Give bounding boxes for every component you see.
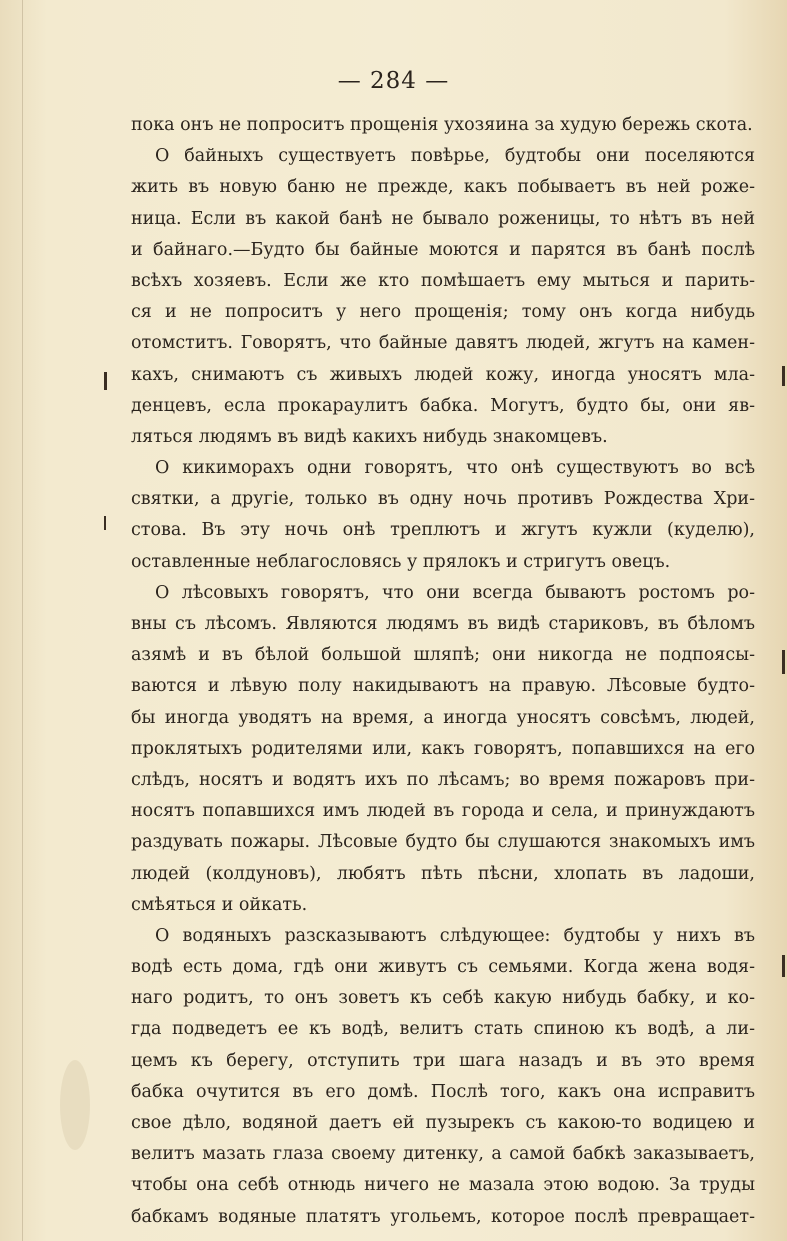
text-line: раздувать пожары. Лѣсовые будто бы слушаются знакомыхъ имъ: [131, 832, 755, 853]
text-line: слѣдъ, носятъ и водятъ ихъ по лѣсамъ; во время пожаровъ при-: [131, 769, 755, 790]
text-line: свое дѣло, водяной даетъ ей пузырекъ съ какою-то водицею и: [131, 1113, 755, 1133]
text-line: гда подведетъ ее къ водѣ, велитъ стать спиною къ водѣ, а ли-: [131, 1019, 755, 1040]
text-line: велитъ мазать глаза своему дитенку, а самой бабкѣ заказываетъ,: [131, 1144, 755, 1165]
text-line: наго родитъ, то онъ зоветъ къ себѣ какую нибудь бабку, и ко-: [131, 988, 755, 1009]
text-line: бабка очутится въ его домѣ. Послѣ того, какъ она исправитъ: [131, 1081, 755, 1102]
text-line: азямѣ и въ бѣлой большой шляпѣ; они никогда не подпоясы-: [131, 645, 755, 666]
text-line: вны съ лѣсомъ. Являются людямъ въ видѣ стариковъ, въ бѣломъ: [131, 614, 755, 634]
text-line: ница. Если въ какой банѣ не бывало роженицы, то нѣтъ въ ней: [131, 208, 755, 229]
margin-mark: [104, 372, 107, 390]
text-line: отомститъ. Говорятъ, что байные давятъ людей, жгутъ на камен-: [131, 333, 755, 354]
text-line: О лѣсовыхъ говорятъ, что они всегда бываютъ ростомъ ро-: [155, 582, 755, 603]
text-line: О байныхъ существуетъ повѣрье, будтобы они поселяются: [155, 146, 755, 167]
paper-stain: [60, 1060, 90, 1150]
text-line: ся и не попроситъ у него прощенія; тому онъ когда нибудь: [131, 302, 755, 323]
text-line: стова. Въ эту ночь онѣ треплютъ и жгутъ кужли (куделю),: [131, 520, 755, 541]
text-line: святки, а другіе, только въ одну ночь противъ Рождества Хри-: [131, 489, 755, 510]
text-line: оставленные неблагословясь у прялокъ и стригутъ овецъ.: [131, 551, 671, 572]
edge-tab-mark: [782, 955, 785, 977]
text-line: О водяныхъ разсказываютъ слѣдующее: будтобы у нихъ въ: [155, 925, 755, 946]
text-line: денцевъ, есла прокараулитъ бабка. Могутъ, будто бы, они яв-: [131, 395, 755, 416]
text-line: чтобы она себѣ отнюдь ничего не мазала этою водою. За труды: [131, 1175, 755, 1196]
text-line: водѣ есть дома, гдѣ они живутъ съ семьями. Когда жена водя-: [131, 957, 755, 978]
page-fold-shadow: [22, 0, 23, 1241]
text-line: бабкамъ водяные платятъ угольемъ, которое послѣ превращает-: [131, 1206, 755, 1227]
body-text: [131, 110, 755, 1233]
edge-tab-mark: [782, 650, 785, 674]
text-line: смѣяться и ойкать.: [131, 894, 308, 915]
text-line: пока онъ не попроситъ прощенія ухозяина за худую бережь скота.: [131, 115, 753, 135]
text-line: ваются и лѣвую полу накидываютъ на правую. Лѣсовые будто-: [131, 676, 755, 697]
text-line: цемъ къ берегу, отступить три шага назадъ и въ это время: [131, 1050, 755, 1071]
text-line: всѣхъ хозяевъ. Если же кто помѣшаетъ ему мыться и парить-: [131, 270, 755, 291]
text-line: проклятыхъ родителями или, какъ говорятъ, попавшихся на его: [131, 738, 755, 759]
text-line: бы иногда уводятъ на время, а иногда уносятъ совсѣмъ, людей,: [131, 707, 755, 728]
text-line: ляться людямъ въ видѣ какихъ нибудь знакомцевъ.: [131, 426, 608, 447]
edge-tab-mark: [782, 366, 785, 386]
text-line: людей (колдуновъ), любятъ пѣть пѣсни, хлопать въ ладоши,: [131, 863, 755, 884]
text-line: кахъ, снимаютъ съ живыхъ людей кожу, иногда уносятъ мла-: [131, 364, 755, 385]
margin-mark: [104, 516, 106, 530]
text-line: жить въ новую баню не прежде, какъ побываетъ въ ней роже-: [131, 177, 755, 198]
text-line: носятъ попавшихся имъ людей въ города и села, и принуждаютъ: [131, 801, 755, 822]
text-line: О кикиморахъ одни говорятъ, что онѣ существуютъ во всѣ: [155, 458, 755, 479]
page-number: — 284 —: [337, 68, 450, 94]
text-line: и байнаго.—Будто бы байные моются и парятся въ банѣ послѣ: [131, 239, 755, 260]
